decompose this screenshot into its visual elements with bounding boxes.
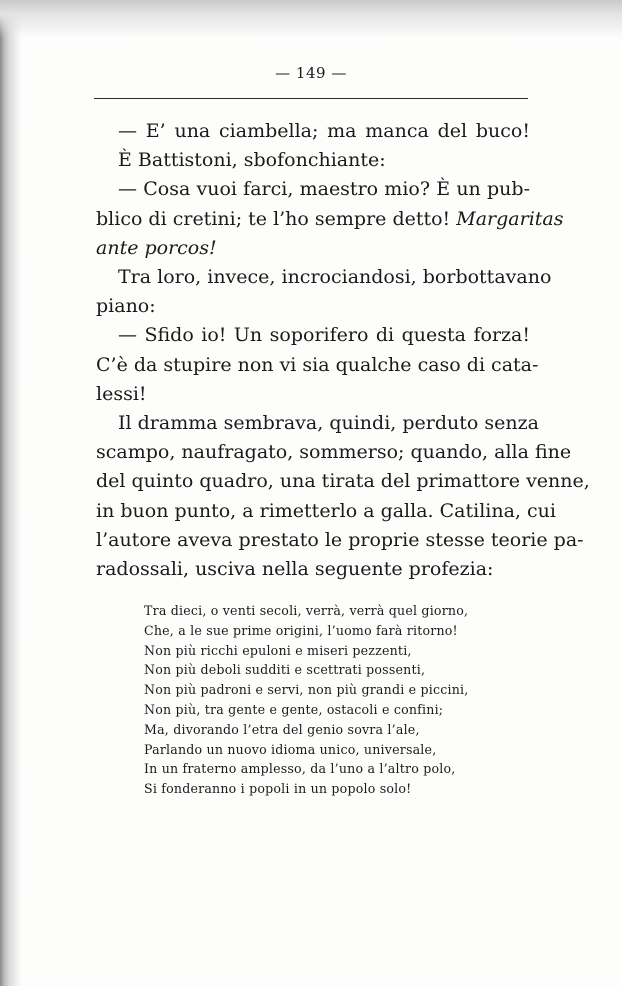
verse-line: Tra dieci, o venti secoli, verrà, verrà quel giorno, <box>144 603 469 618</box>
prose-line: C’è da stupire non vi sia qualche caso di cata- <box>96 353 539 376</box>
prose-line: Il dramma sembrava, quindi, perduto senza <box>118 412 539 435</box>
prose-line: scampo, naufragato, sommerso; quando, alla fine <box>96 441 572 464</box>
verse-line: Parlando un nuovo idioma unico, universale, <box>144 741 437 757</box>
latin-phrase: Margaritas <box>456 207 564 230</box>
verse-line: Che, a le sue prime origini, l’uomo farà ritorno! <box>144 622 458 638</box>
prose-line: — E’ una ciambella; ma manca del buco! <box>118 120 530 142</box>
verse-block <box>144 601 469 799</box>
prose-line: l’autore aveva prestato le proprie stesse teorie pa- <box>96 528 584 551</box>
page-top-edge <box>0 0 622 38</box>
prose-line: del quinto quadro, una tirata del primattore venne, <box>96 470 590 493</box>
prose-text: blico di cretini; te l’ho sempre detto! <box>96 207 451 230</box>
page-left-edge <box>0 0 22 986</box>
verse-line: Non più deboli sudditi e scettrati possenti, <box>144 662 426 678</box>
prose-line: radossali, usciva nella seguente profezia: <box>96 558 494 581</box>
prose-line: lessi! <box>96 382 147 405</box>
verse-line: Ma, divorando l’etra del genio sovra l’ale, <box>144 721 420 737</box>
verse-line: Non più padroni e servi, non più grandi e piccini, <box>144 682 469 698</box>
prose-line: Tra loro, invece, incrociandosi, borbottavano <box>118 266 552 289</box>
header-rule <box>94 98 528 99</box>
prose-line: in buon punto, a rimetterlo a galla. Catilina, cui <box>96 499 556 522</box>
page-number: — 149 — <box>275 64 347 82</box>
prose-line: piano: <box>96 295 156 318</box>
verse-line: Non più, tra gente e gente, ostacoli e confini; <box>144 701 444 717</box>
prose-line: È Battistoni, sbofonchiante: <box>118 149 386 172</box>
prose-line: — Sfido io! Un soporifero di questa forza! <box>118 324 530 347</box>
latin-phrase: ante porcos! <box>96 236 217 259</box>
verse-line: Non più ricchi epuloni e miseri pezzenti, <box>144 642 412 658</box>
verse-line: In un fraterno amplesso, da l’uno a l’altro polo, <box>144 761 456 777</box>
prose-line: — Cosa vuoi farci, maestro mio? È un pub- <box>118 178 530 201</box>
prose-line-with-italic <box>96 205 564 234</box>
verse-line: Si fonderanno i popoli in un popolo solo! <box>144 781 412 797</box>
prose-body <box>96 117 590 584</box>
